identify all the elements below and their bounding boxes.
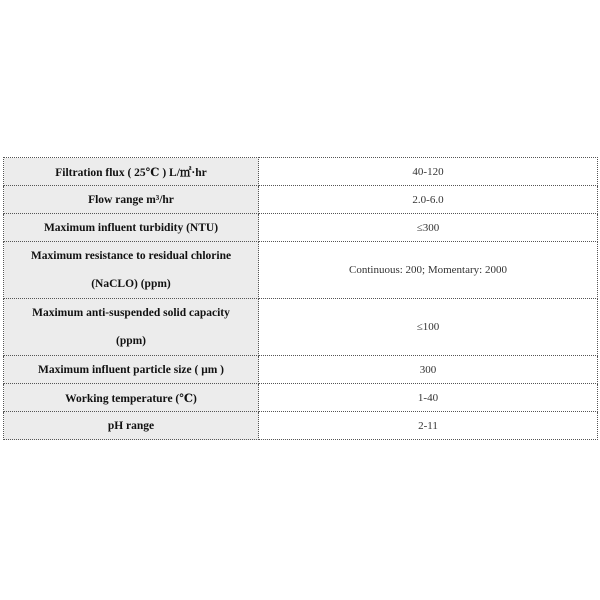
value-ph-range: 2-11 [259, 412, 598, 440]
param-working-temperature: Working temperature (℃) [4, 384, 259, 412]
value-max-turbidity: ≤300 [259, 214, 598, 242]
specifications-table [3, 157, 598, 440]
table-row [4, 412, 598, 440]
param-line: Maximum anti-suspended solid capacity [32, 307, 230, 319]
table-row [4, 384, 598, 412]
table-row [4, 356, 598, 384]
param-max-suspended-solid [4, 299, 259, 356]
table-row [4, 299, 598, 356]
param-ph-range: pH range [4, 412, 259, 440]
param-flow-range: Flow range m³/hr [4, 186, 259, 214]
param-filtration-flux: Filtration flux ( 25℃ ) L/㎡·hr [4, 158, 259, 186]
param-line: (NaCLO) (ppm) [91, 278, 171, 290]
param-line: Maximum resistance to residual chlorine [30, 250, 232, 262]
value-max-suspended-solid: ≤100 [259, 299, 598, 356]
table-row [4, 158, 598, 186]
value-max-particle-size: 300 [259, 356, 598, 384]
param-max-residual-chlorine [4, 242, 259, 299]
param-max-turbidity: Maximum influent turbidity (NTU) [4, 214, 259, 242]
param-max-particle-size: Maximum influent particle size ( μm ) [4, 356, 259, 384]
value-flow-range: 2.0-6.0 [259, 186, 598, 214]
table-row [4, 186, 598, 214]
value-filtration-flux: 40-120 [259, 158, 598, 186]
param-line: (ppm) [115, 335, 147, 347]
table-row [4, 214, 598, 242]
value-working-temperature: 1-40 [259, 384, 598, 412]
value-max-residual-chlorine: Continuous: 200; Momentary: 2000 [259, 242, 598, 299]
table-row [4, 242, 598, 299]
